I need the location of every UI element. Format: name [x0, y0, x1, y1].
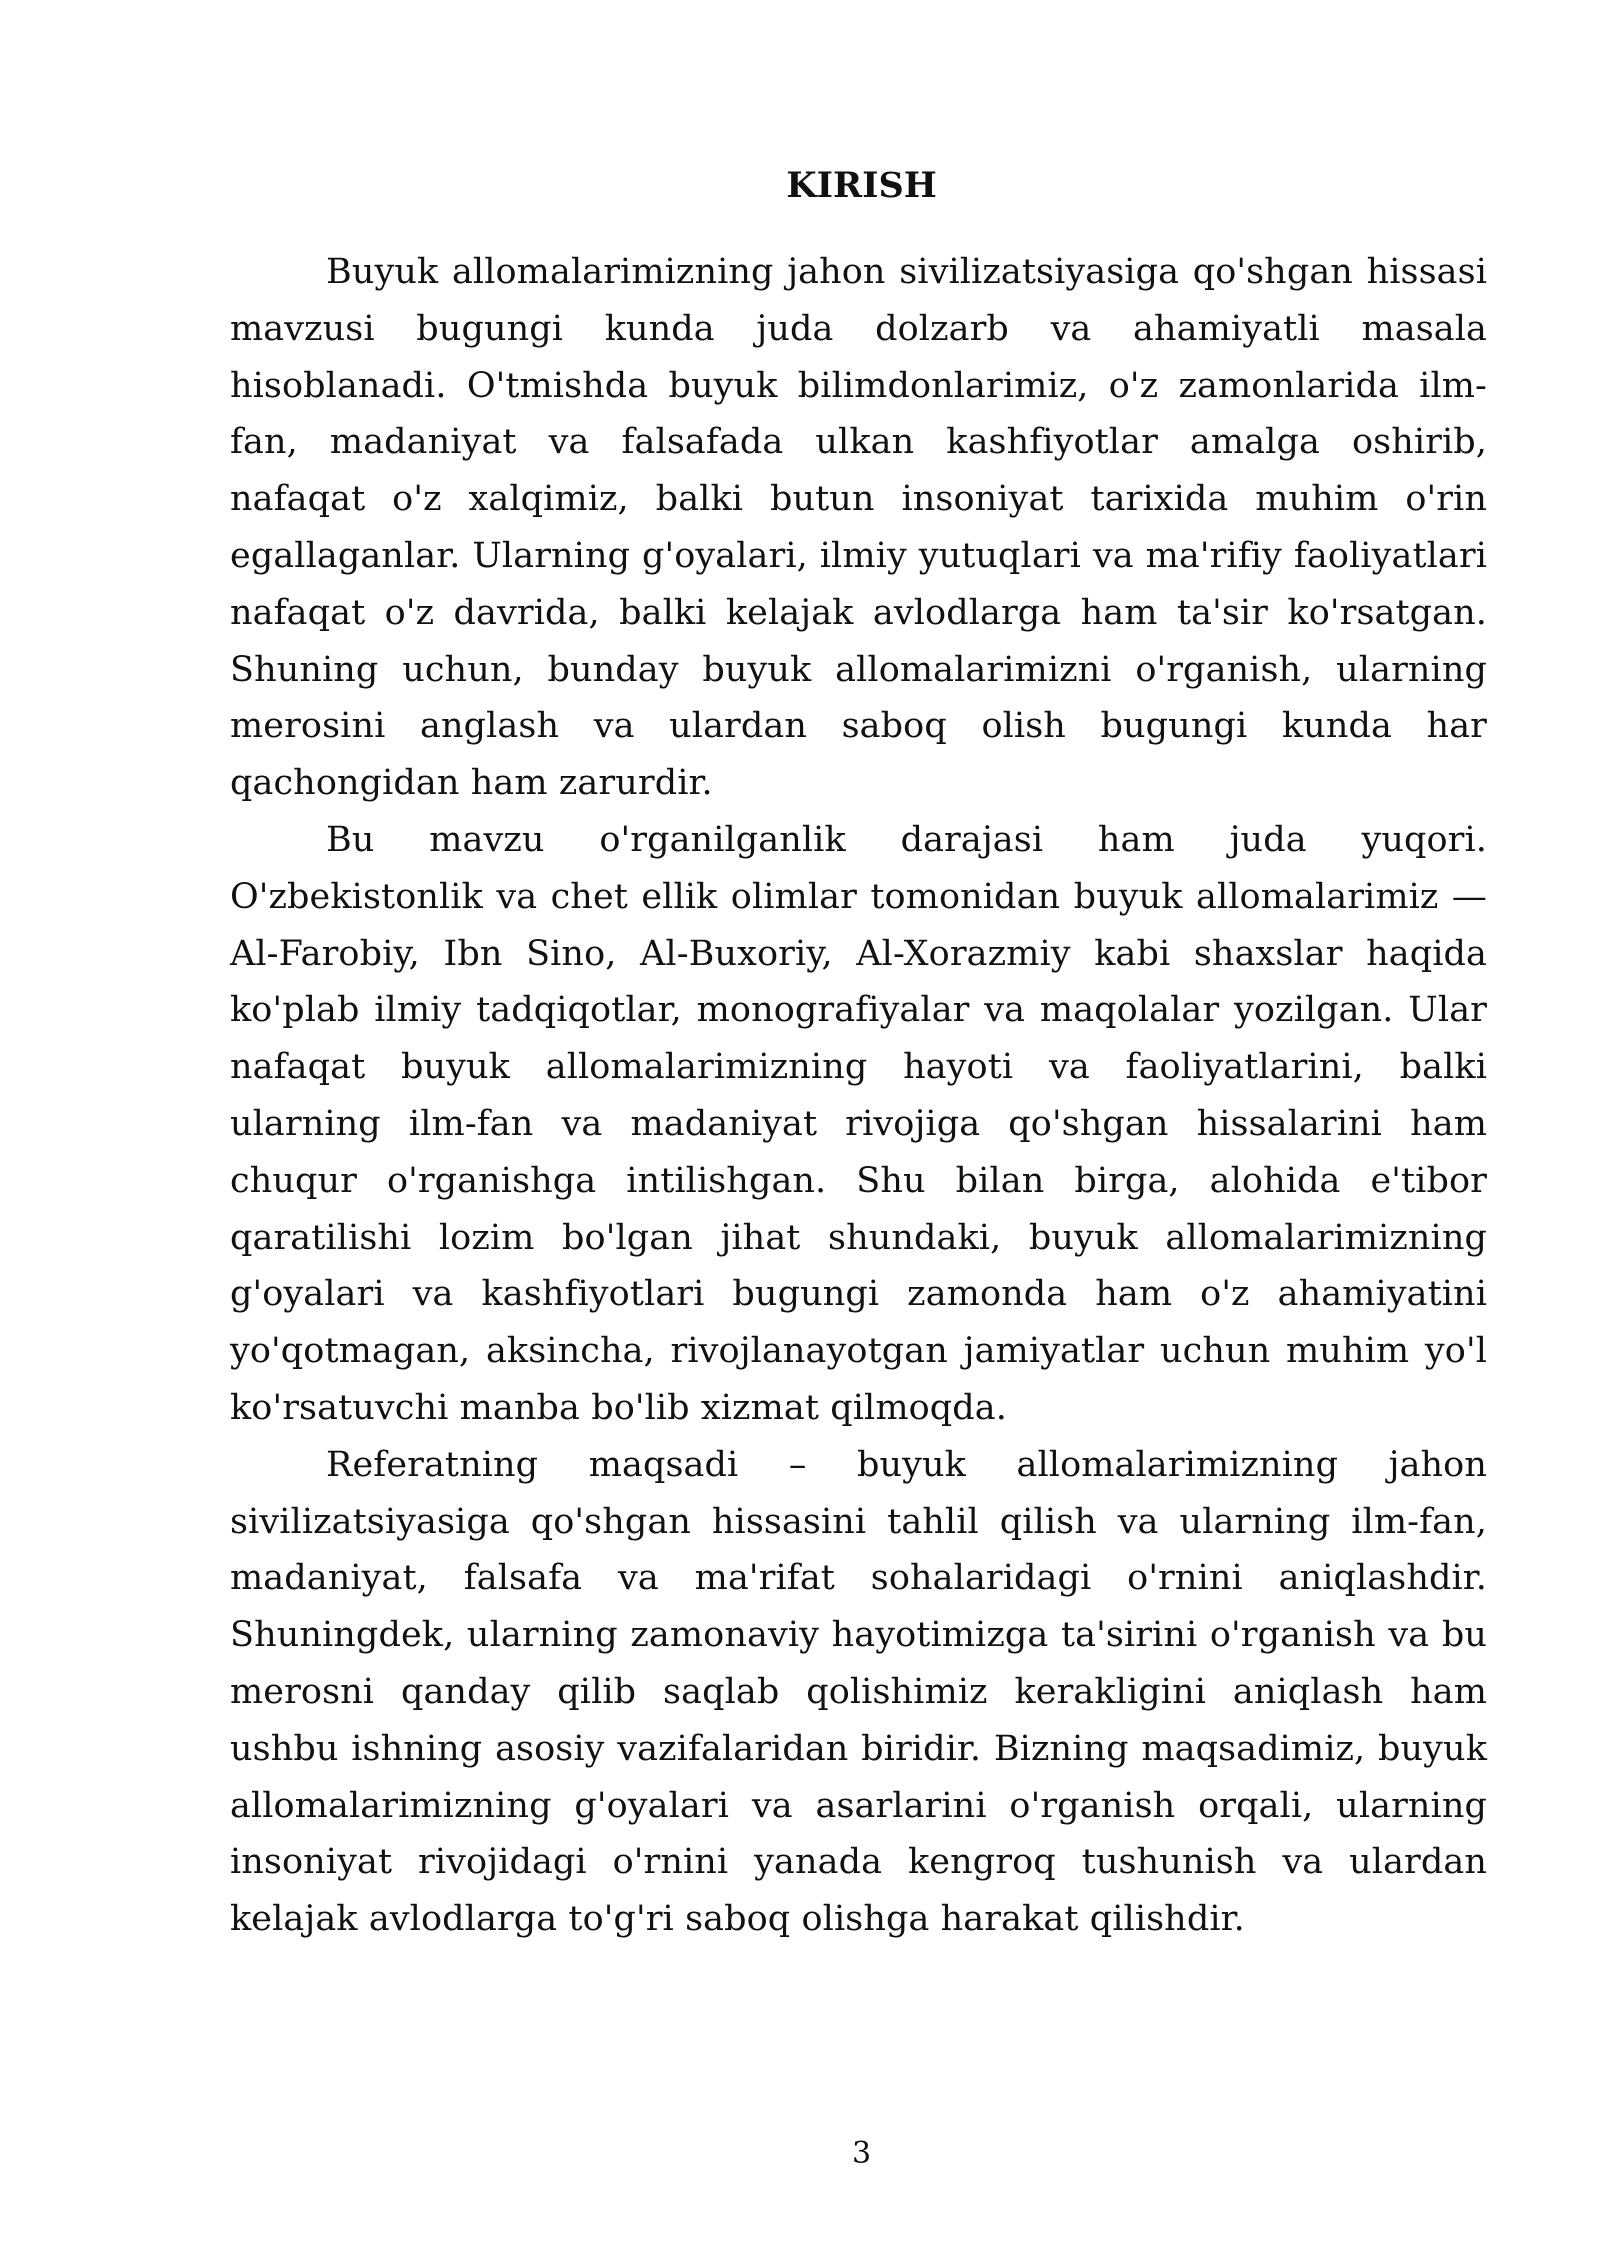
paragraph-purpose: Referatning maqsadi – buyuk allomalarimizning jahon sivilizatsiyasiga qo'shgan hissasini tahlil qilish va ularning ilm-fan, madaniyat, falsafa va ma'rifat sohalaridagi o'rnini aniqlashdir. Shuningdek, ularning zamonaviy hayotimizga ta'sirini o'rganish va bu merosni qanday qilib saqlab qolishimiz kerakligini aniqlash ham ushbu ishning asosiy vazifalaridan biridir. Bizning maqsadimiz, buyuk allomalarimizning g'oyalari va asarlarini o'rganish orqali, ularning insoniyat rivojidagi o'rnini yanada kengroq tushunish va ulardan kelajak avlodlarga to'g'ri saboq olishga harakat qilishdir.: [230, 1444, 1487, 1940]
page-title: KIRISH: [786, 165, 937, 206]
paragraph-intro: Buyuk allomalarimizning jahon sivilizatsiyasiga qo'shgan hissasi mavzusi bugungi kunda juda dolzarb va ahamiyatli masala hisoblanadi. O'tmishda buyuk bilimdonlarimiz, o'z zamonlarida ilm-fan, madaniyat va falsafada ulkan kashfiyotlar amalga oshirib, nafaqat o'z xalqimiz, balki butun insoniyat tarixida muhim o'rin egallaganlar. Ularning g'oyalari, ilmiy yutuqlari va ma'rifiy faoliyatlari nafaqat o'z davrida, balki kelajak avlodlarga ham ta'sir ko'rsatgan. Shuning uchun, bunday buyuk allomalarimizni o'rganish, ularning merosini anglash va ulardan saboq olish bugungi kunda har qachongidan ham zarurdir.: [230, 252, 1487, 804]
body-text: [230, 244, 1487, 1948]
page-number: 3: [851, 2136, 872, 2171]
paragraph-research-level: Bu mavzu o'rganilganlik darajasi ham juda yuqori. O'zbekistonlik va chet ellik olimlar tomonidan buyuk allomalarimiz — Al-Farobiy, Ibn Sino, Al-Buxoriy, Al-Xorazmiy kabi shaxslar haqida ko'plab ilmiy tadqiqotlar, monografiyalar va maqolalar yozilgan. Ular nafaqat buyuk allomalarimizning hayoti va faoliyatlarini, balki ularning ilm-fan va madaniyat rivojiga qo'shgan hissalarini ham chuqur o'rganishga intilishgan. Shu bilan birga, alohida e'tibor qaratilishi lozim bo'lgan jihat shundaki, buyuk allomalarimizning g'oyalari va kashfiyotlari bugungi zamonda ham o'z ahamiyatini yo'qotmagan, aksincha, rivojlanayotgan jamiyatlar uchun muhim yo'l ko'rsatuvchi manba bo'lib xizmat qilmoqda.: [230, 819, 1487, 1428]
